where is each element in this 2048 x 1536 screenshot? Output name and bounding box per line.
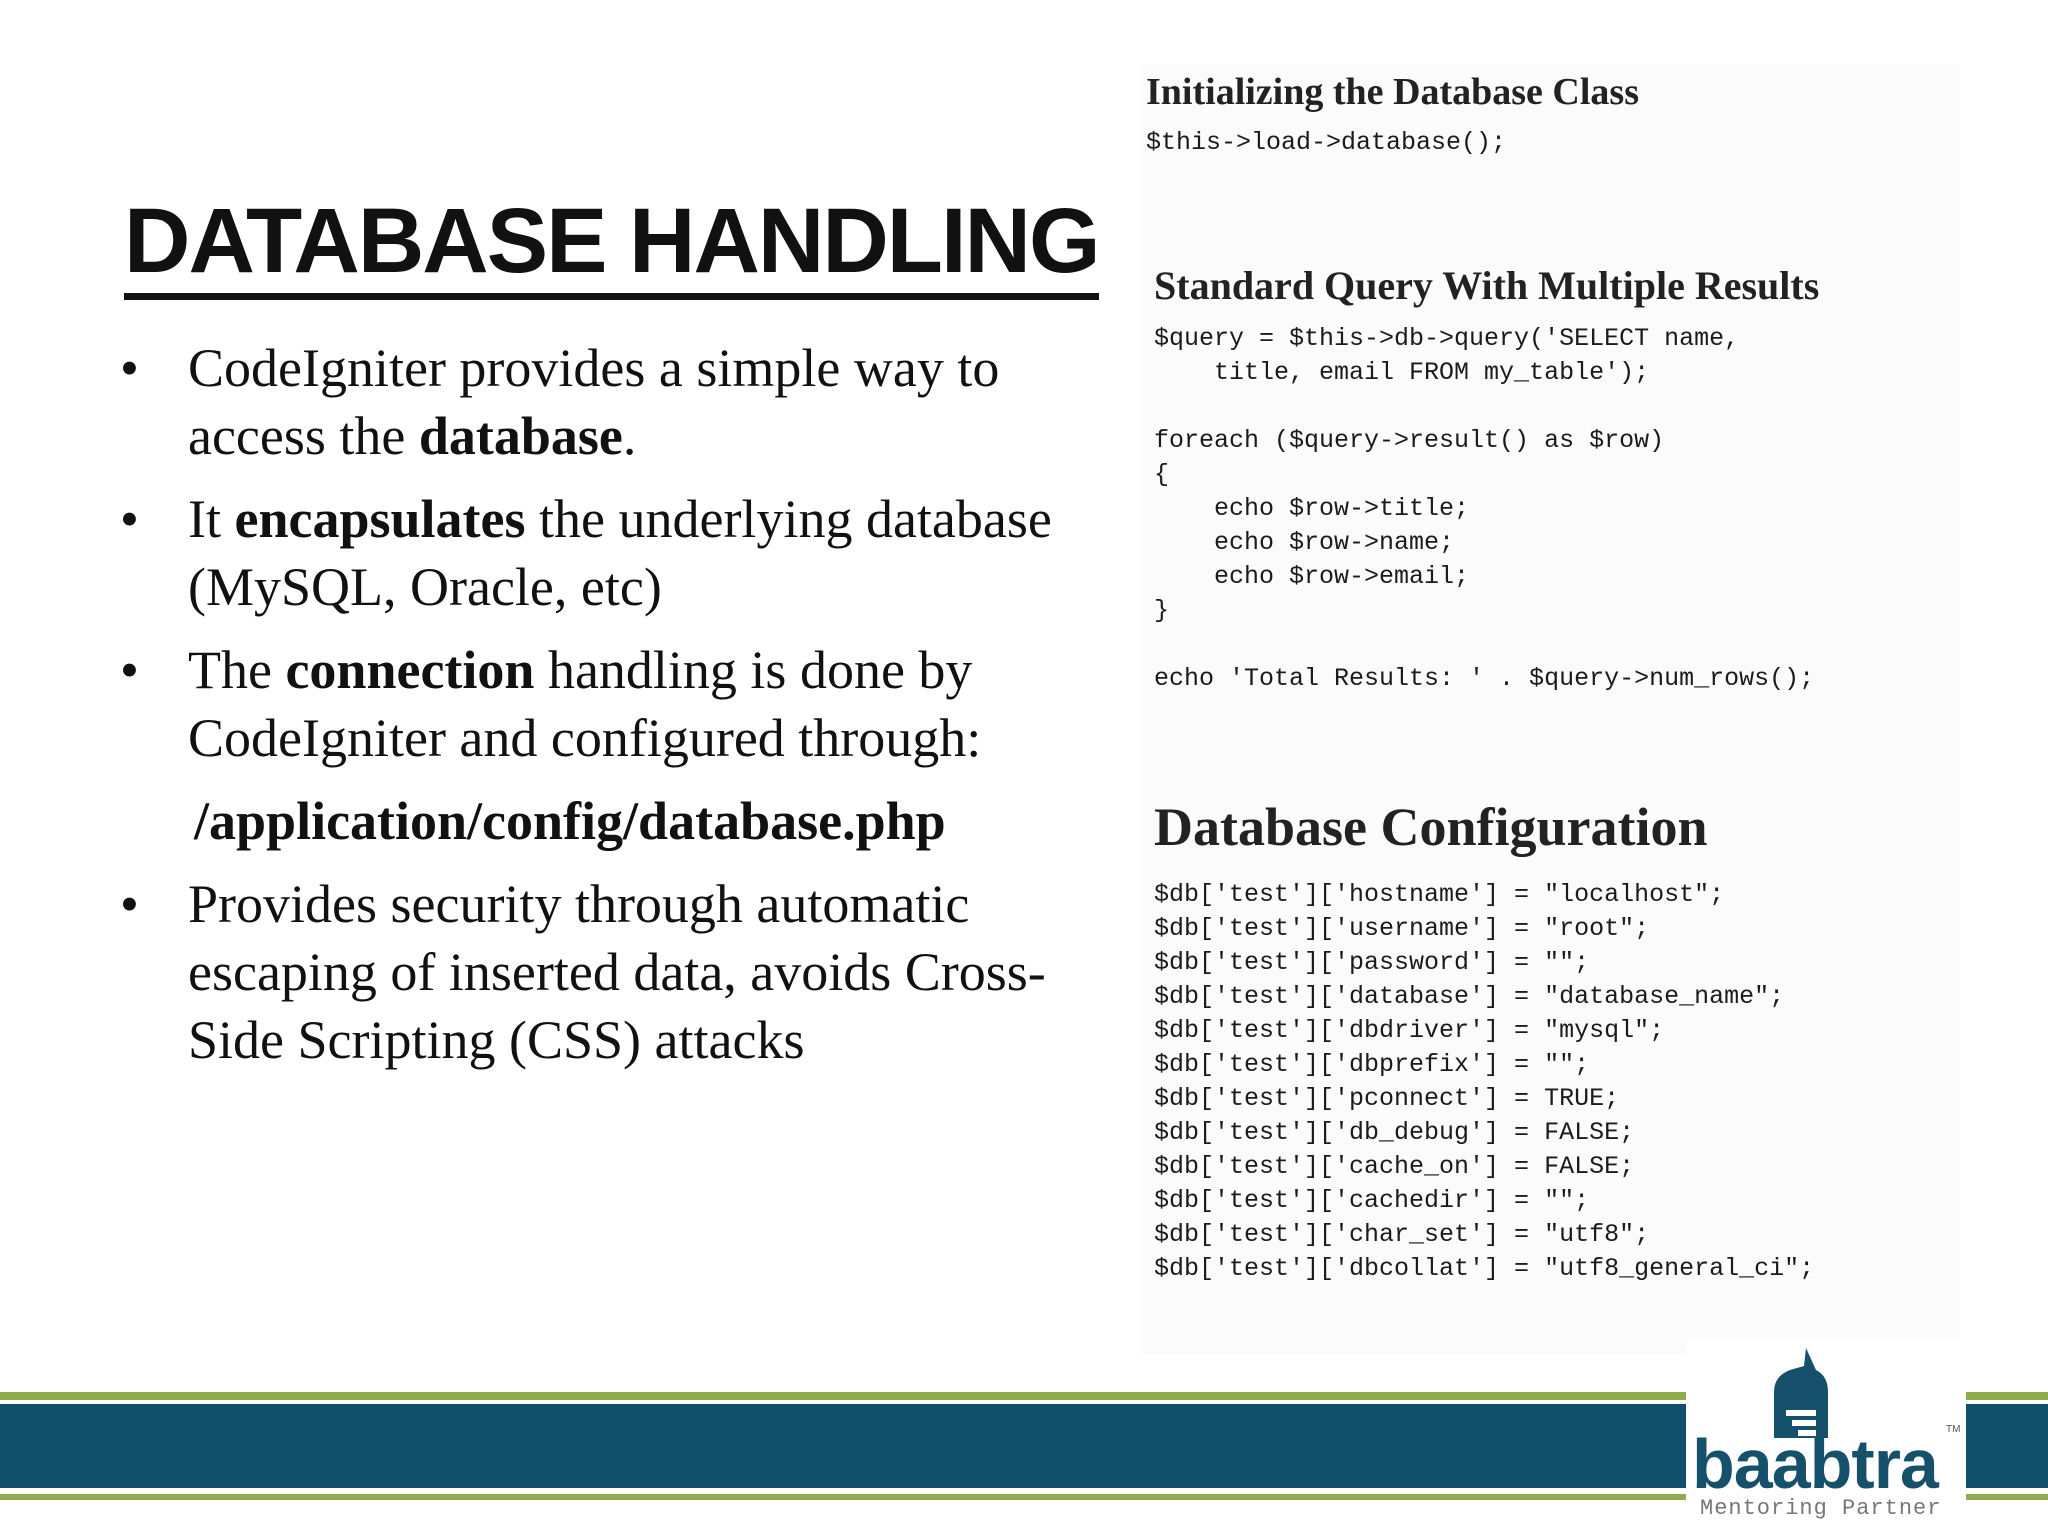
query-heading: Standard Query With Multiple Results [1154,263,1820,308]
bullet-text: Provides security through automatic escaping of inserted data, avoids Cross-Side Scripting (CSS) attacks [188,874,1046,1070]
bullet-item [120,870,1080,1074]
bullet-list [120,334,1080,1089]
config-code: $db['test']['hostname'] = "localhost"; $db['test']['username'] = "root"; $db['test']['password'] = ""; $db['test']['database'] = "database_name"; $db['test']['dbdriver'] = "mysql"; $db['test']['dbprefix'] = ""; $db['test']['pconnect'] = TRUE; $db['test']['db_debug'] = FALSE; $db['test']['cache_on'] = FALSE; $db['test']['cachedir'] = ""; $db['test']['char_set'] = "utf8"; $db['test']['dbcollat'] = "utf8_general_ci"; [1154,880,1815,1283]
init-code: $this->load->database(); [1146,128,1507,157]
bullet-dot: • [120,338,139,398]
query-code: $query = $this->db->query('SELECT name, title, email FROM my_table'); foreach ($query->result() as $row) { echo $row->title; echo $row->name; echo $row->email; } echo 'Total Results: ' . $query->num_rows(); [1154,324,1815,693]
bullet-dot: • [120,489,139,549]
bullet-text: The [188,640,286,700]
bullet-dot: • [120,874,139,934]
slide-title: DATABASE HANDLING [124,195,1099,300]
config-heading: Database Configuration [1154,797,1708,857]
config-path: /application/config/database.php [194,791,946,851]
bullet-item [120,485,1080,621]
logo-tagline: Mentoring Partner [1700,1496,1942,1521]
bullet-text: handling is done by CodeIgniter and configured through: [188,640,982,768]
init-heading: Initializing the Database Class [1146,71,1639,113]
bullet-item [120,636,1080,772]
bullet-text: It [188,489,235,549]
bullet-emphasis: encapsulates [234,489,526,549]
logo-wordmark: baabtra [1692,1425,1938,1503]
bullet-text: CodeIgniter provides a simple way to access the [188,338,1000,466]
trademark-mark: TM [1946,1424,1961,1435]
bullet-dot: • [120,640,139,700]
bullet-emphasis: database [418,406,623,466]
bullet-text: the underlying database (MySQL, Oracle, etc) [188,489,1052,617]
bullet-text: . [622,406,637,466]
bullet-item [120,334,1080,470]
bullet-emphasis: connection [285,640,535,700]
